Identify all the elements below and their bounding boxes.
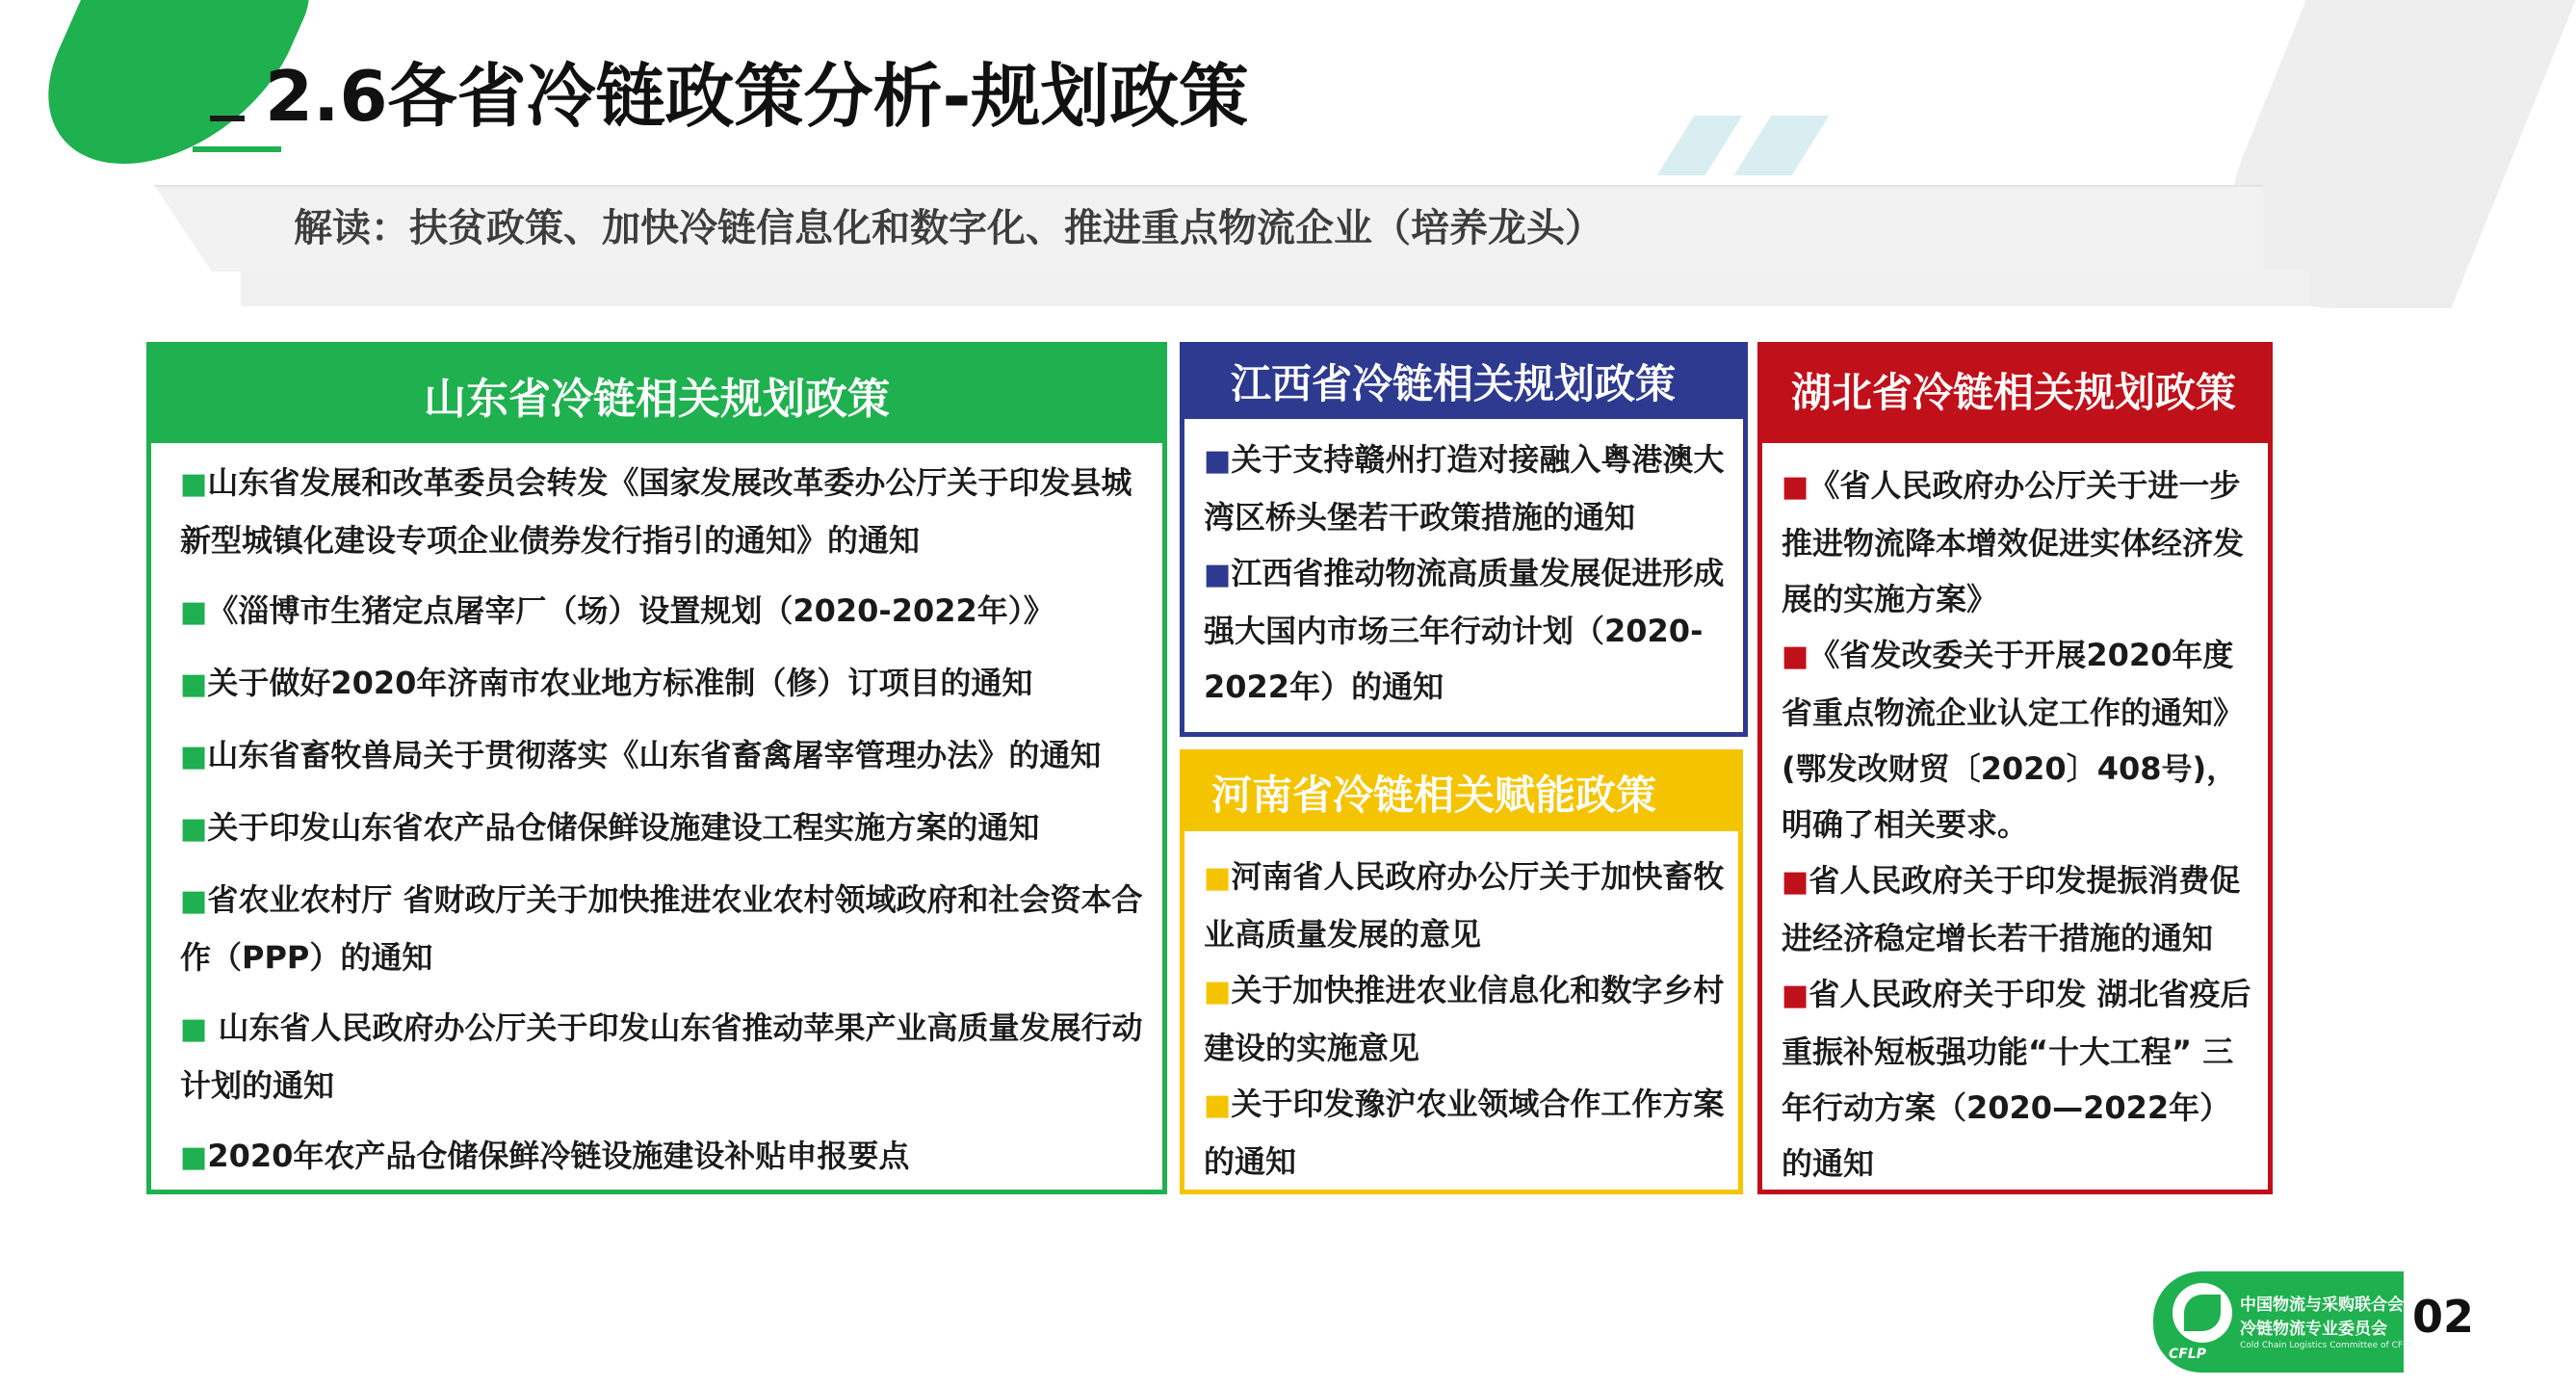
interpretation-text: 解读：扶贫政策、加快冷链信息化和数字化、推进重点物流企业（培养龙头） bbox=[294, 206, 1603, 250]
list-item bbox=[1204, 849, 1729, 962]
panel-henan bbox=[1180, 749, 1743, 1194]
list-item-text: 省人民政府关于印发 湖北省疫后重振补短板强功能“十大工程” 三年行动方案（2020—2022年）的通知 bbox=[1782, 976, 2251, 1182]
panel-shandong bbox=[146, 342, 1167, 1194]
list-item-text: 山东省发展和改革委员会转发《国家发展改革委办公厅关于印发县城新型城镇化建设专项企业债券发行指引的通知》的通知 bbox=[180, 464, 1132, 559]
bullet-square-icon: ■ bbox=[180, 740, 208, 773]
list-item bbox=[180, 872, 1143, 985]
list-item-text: 2020年农产品仓储保鲜冷链设施建设补贴申报要点 bbox=[207, 1138, 910, 1174]
bullet-square-icon: ■ bbox=[1204, 1088, 1232, 1122]
title-underline-decoration bbox=[193, 146, 281, 152]
leaf-icon bbox=[2184, 1295, 2221, 1331]
list-item bbox=[180, 583, 1143, 641]
bullet-square-icon: ■ bbox=[180, 1140, 208, 1174]
logo-committee-name: 冷链物流专业委员会 bbox=[2240, 1320, 2387, 1339]
list-item bbox=[1782, 458, 2258, 627]
panel-heading-henan: 河南省冷链相关赋能政策 bbox=[1184, 754, 1738, 831]
bullet-square-icon: ■ bbox=[180, 467, 208, 501]
list-item-text: 《省发改委关于开展2020年度省重点物流企业认定工作的通知》(鄂发改财贸〔2020〕408号)，明确了相关要求。 bbox=[1782, 637, 2245, 843]
bullet-square-icon: ■ bbox=[1204, 444, 1232, 478]
interpretation-shadow bbox=[241, 270, 2311, 306]
bullet-square-icon: ■ bbox=[1204, 861, 1232, 895]
page-number: 02 bbox=[2412, 1291, 2475, 1343]
panel-heading-shandong: 山东省冷链相关规划政策 bbox=[151, 347, 1162, 443]
logo-org-name: 中国物流与采购联合会 bbox=[2240, 1295, 2404, 1315]
panel-jiangxi bbox=[1180, 342, 1748, 737]
list-item bbox=[1204, 1076, 1729, 1190]
list-item bbox=[1204, 432, 1733, 545]
list-item bbox=[180, 1000, 1143, 1113]
list-item-text: 省人民政府关于印发提振消费促进经济稳定增长若干措施的通知 bbox=[1782, 862, 2241, 956]
logo-english-name: Cold Chain Logistics Committee of CFLP bbox=[2240, 1341, 2413, 1350]
list-item bbox=[1782, 966, 2258, 1191]
list-item-text: 关于加快推进农业信息化和数字乡村建设的实施意见 bbox=[1204, 972, 1725, 1066]
logo-abbreviation: CFLP bbox=[2169, 1347, 2207, 1362]
bullet-square-icon: ■ bbox=[1204, 975, 1232, 1008]
list-item-text: 省农业农村厅 省财政厅关于加快推进农业农村领域政府和社会资本合作（PPP）的通知 bbox=[180, 881, 1143, 976]
list-item-text: 关于印发豫沪农业领域合作工作方案的通知 bbox=[1204, 1086, 1725, 1180]
bullet-square-icon: ■ bbox=[180, 812, 208, 846]
list-item-text: 关于支持赣州打造对接融入粤港澳大湾区桥头堡若干政策措施的通知 bbox=[1204, 441, 1725, 536]
panel-heading-hubei: 湖北省冷链相关规划政策 bbox=[1762, 347, 2268, 443]
list-item-text: 《省人民政府办公厅关于进一步推进物流降本增效促进实体经济发展的实施方案》 bbox=[1782, 467, 2245, 617]
list-item bbox=[180, 655, 1143, 713]
list-item-text: 《淄博市生猪定点屠宰厂（场）设置规划（2020-2022年）》 bbox=[207, 592, 1054, 629]
bullet-square-icon: ■ bbox=[180, 1012, 208, 1046]
decorative-stripe bbox=[1657, 116, 1743, 175]
list-item bbox=[180, 727, 1143, 785]
bullet-square-icon: ■ bbox=[1782, 865, 1809, 899]
panel-body-hubei bbox=[1782, 458, 2258, 1191]
bullet-square-icon: ■ bbox=[1782, 979, 1809, 1012]
panel-heading-jiangxi: 江西省冷链相关规划政策 bbox=[1184, 347, 1743, 419]
bullet-square-icon: ■ bbox=[1782, 470, 1809, 504]
list-item bbox=[1782, 852, 2258, 966]
list-item bbox=[180, 1128, 1143, 1186]
decorative-stripe bbox=[1734, 116, 1830, 175]
list-item-text: 山东省畜牧兽局关于贯彻落实《山东省畜禽屠宰管理办法》的通知 bbox=[207, 737, 1102, 773]
list-item bbox=[1204, 962, 1729, 1076]
list-item-text: 山东省人民政府办公厅关于印发山东省推动苹果产业高质量发展行动计划的通知 bbox=[180, 1009, 1143, 1104]
page-title: 2.6各省冷链政策分析-规划政策 bbox=[265, 56, 1249, 137]
list-item bbox=[180, 455, 1143, 568]
bullet-square-icon: ■ bbox=[180, 595, 208, 629]
panel-body-henan bbox=[1204, 849, 1729, 1190]
panel-body-jiangxi bbox=[1204, 432, 1733, 715]
list-item bbox=[1204, 545, 1733, 715]
list-item bbox=[1782, 627, 2258, 852]
list-item-text: 江西省推动物流高质量发展促进形成强大国内市场三年行动计划（2020-2022年）的通知 bbox=[1204, 555, 1725, 705]
panel-hubei bbox=[1757, 342, 2273, 1194]
title-dash-decoration bbox=[210, 116, 245, 121]
bullet-square-icon: ■ bbox=[180, 884, 208, 918]
panel-body-shandong bbox=[180, 455, 1143, 1200]
list-item-text: 河南省人民政府办公厅关于加快畜牧业高质量发展的意见 bbox=[1204, 858, 1725, 953]
bullet-square-icon: ■ bbox=[180, 667, 208, 701]
bullet-square-icon: ■ bbox=[1782, 640, 1809, 673]
bullet-square-icon: ■ bbox=[1204, 558, 1232, 591]
list-item-text: 关于做好2020年济南市农业地方标准制（修）订项目的通知 bbox=[207, 665, 1033, 701]
list-item bbox=[180, 799, 1143, 857]
list-item-text: 关于印发山东省农产品仓储保鲜设施建设工程实施方案的通知 bbox=[207, 809, 1040, 846]
